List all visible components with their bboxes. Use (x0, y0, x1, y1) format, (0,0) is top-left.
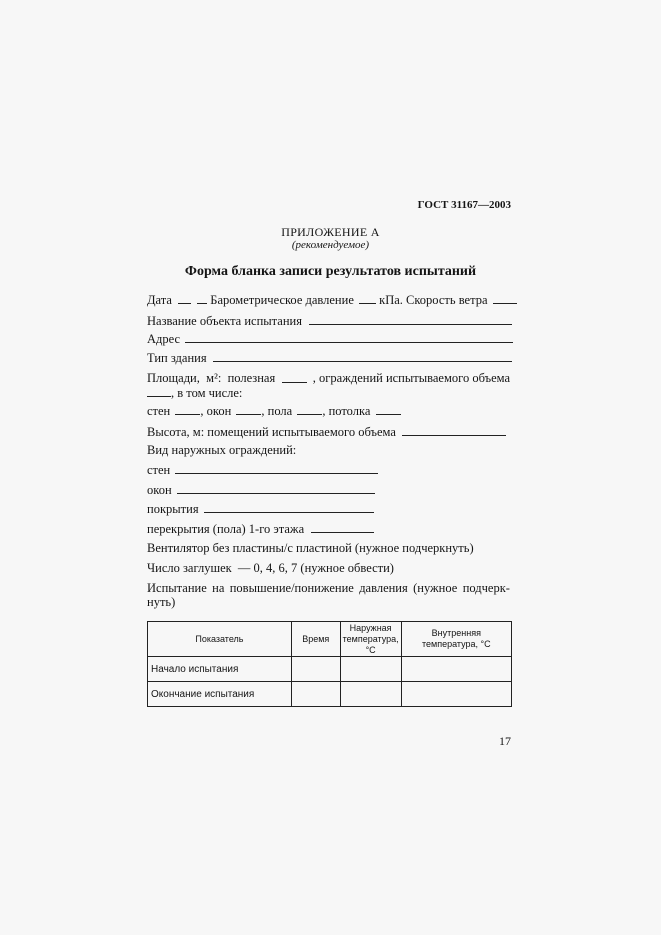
label-area-word-2: м²: (206, 371, 222, 385)
results-table (147, 621, 512, 707)
standard-number: ГОСТ 31167—2003 (417, 199, 511, 211)
line-test-mode (147, 581, 510, 596)
header-time: Время (291, 622, 340, 657)
annex-status: (рекомендуемое) (291, 239, 370, 251)
label-plugs: Число заглушек — 0, 4, 6, 7 (нужное обвести) (147, 561, 394, 575)
blank-walls-area[interactable] (175, 403, 200, 415)
label-area-including: , в том числе: (171, 386, 243, 400)
blank-date-day[interactable] (178, 292, 191, 304)
blank-env-slab[interactable] (311, 521, 374, 533)
line-test-mode-2 (147, 595, 175, 610)
line-height (147, 424, 506, 440)
label-object-name: Название объекта испытания (147, 314, 302, 328)
label-building-type: Тип здания (147, 351, 207, 365)
cell-outdoor-temp[interactable] (340, 682, 401, 707)
line-env-walls (147, 462, 378, 478)
blank-env-walls[interactable] (175, 462, 378, 474)
label-test-word-1: Испытание (147, 581, 207, 595)
cell-indicator: Окончание испытания (148, 682, 292, 707)
label-env-windows: окон (147, 483, 172, 497)
label-area-enclosures: , ограждений испытываемого объема (312, 371, 510, 385)
label-env-walls: стен (147, 463, 171, 477)
cell-indoor-temp[interactable] (401, 682, 511, 707)
blank-area-useful[interactable] (282, 371, 307, 383)
blank-object-name[interactable] (309, 313, 512, 325)
line-area (147, 371, 510, 386)
label-test-word-6: подчерк- (462, 581, 510, 595)
line-building-type (147, 350, 512, 366)
blank-env-cover[interactable] (204, 501, 374, 513)
line-plugs (147, 561, 394, 576)
blank-area-enclosures[interactable] (147, 385, 171, 397)
header-indoor-temp: Внутренняя температура, °С (401, 622, 511, 657)
blank-ceiling-area[interactable] (376, 403, 401, 415)
line-object-name (147, 313, 512, 329)
label-pressure: Барометрическое давление (210, 293, 354, 307)
blank-date-month[interactable] (197, 292, 207, 304)
form-title: Форма бланка записи результатов испытаний (184, 264, 477, 279)
line-env-windows (147, 482, 375, 498)
label-windows: , окон (200, 404, 232, 418)
blank-building-type[interactable] (213, 350, 512, 362)
header-indicator: Показатель (148, 622, 292, 657)
label-area-word-3: полезная (227, 371, 276, 385)
label-test-word-3: повышение/понижение (229, 581, 354, 595)
label-env-cover: покрытия (147, 502, 199, 516)
header-outdoor-temp: Наружная температура, °С (340, 622, 401, 657)
page-number: 17 (499, 734, 511, 748)
label-env-slab: перекрытия (пола) 1-го этажа (147, 522, 305, 536)
blank-env-windows[interactable] (177, 482, 375, 494)
label-test-line-2: нуть) (147, 595, 176, 609)
line-address (147, 331, 513, 347)
line-env-slab (147, 521, 374, 537)
label-address: Адрес (147, 332, 181, 346)
table-header-row (148, 622, 512, 657)
label-height: Высота, м: помещений испытываемого объема (147, 425, 396, 439)
label-date: Дата (147, 293, 172, 307)
blank-floor-area[interactable] (297, 403, 322, 415)
label-walls: стен (147, 404, 171, 418)
line-area-2 (147, 385, 242, 401)
label-test-word-4: давления (359, 581, 408, 595)
table-row (148, 657, 512, 682)
table-row (148, 682, 512, 707)
blank-pressure[interactable] (359, 292, 376, 304)
cell-outdoor-temp[interactable] (340, 657, 401, 682)
label-floor: , пола (261, 404, 293, 418)
blank-address[interactable] (185, 331, 513, 343)
blank-windows-area[interactable] (236, 403, 261, 415)
line-envelope-type (147, 443, 296, 458)
annex-title: ПРИЛОЖЕНИЕ А (281, 225, 380, 239)
label-area-word-1: Площади, (147, 371, 200, 385)
label-ceiling: , потолка (322, 404, 371, 418)
cell-indoor-temp[interactable] (401, 657, 511, 682)
cell-indicator: Начало испытания (148, 657, 292, 682)
label-test-word-5: (нужное (413, 581, 458, 595)
blank-wind[interactable] (493, 292, 517, 304)
line-fan (147, 541, 474, 556)
cell-time[interactable] (291, 657, 340, 682)
line-surfaces (147, 403, 401, 419)
label-test-word-2: на (212, 581, 225, 595)
label-envelope-type: Вид наружных ограждений: (147, 443, 297, 457)
blank-height[interactable] (402, 424, 506, 436)
cell-time[interactable] (291, 682, 340, 707)
line-date (147, 292, 517, 308)
label-pressure-unit: кПа. Скорость ветра (379, 293, 488, 307)
line-env-cover (147, 501, 374, 517)
label-fan: Вентилятор без пластины/с пластиной (нужное подчеркнуть) (147, 541, 474, 555)
